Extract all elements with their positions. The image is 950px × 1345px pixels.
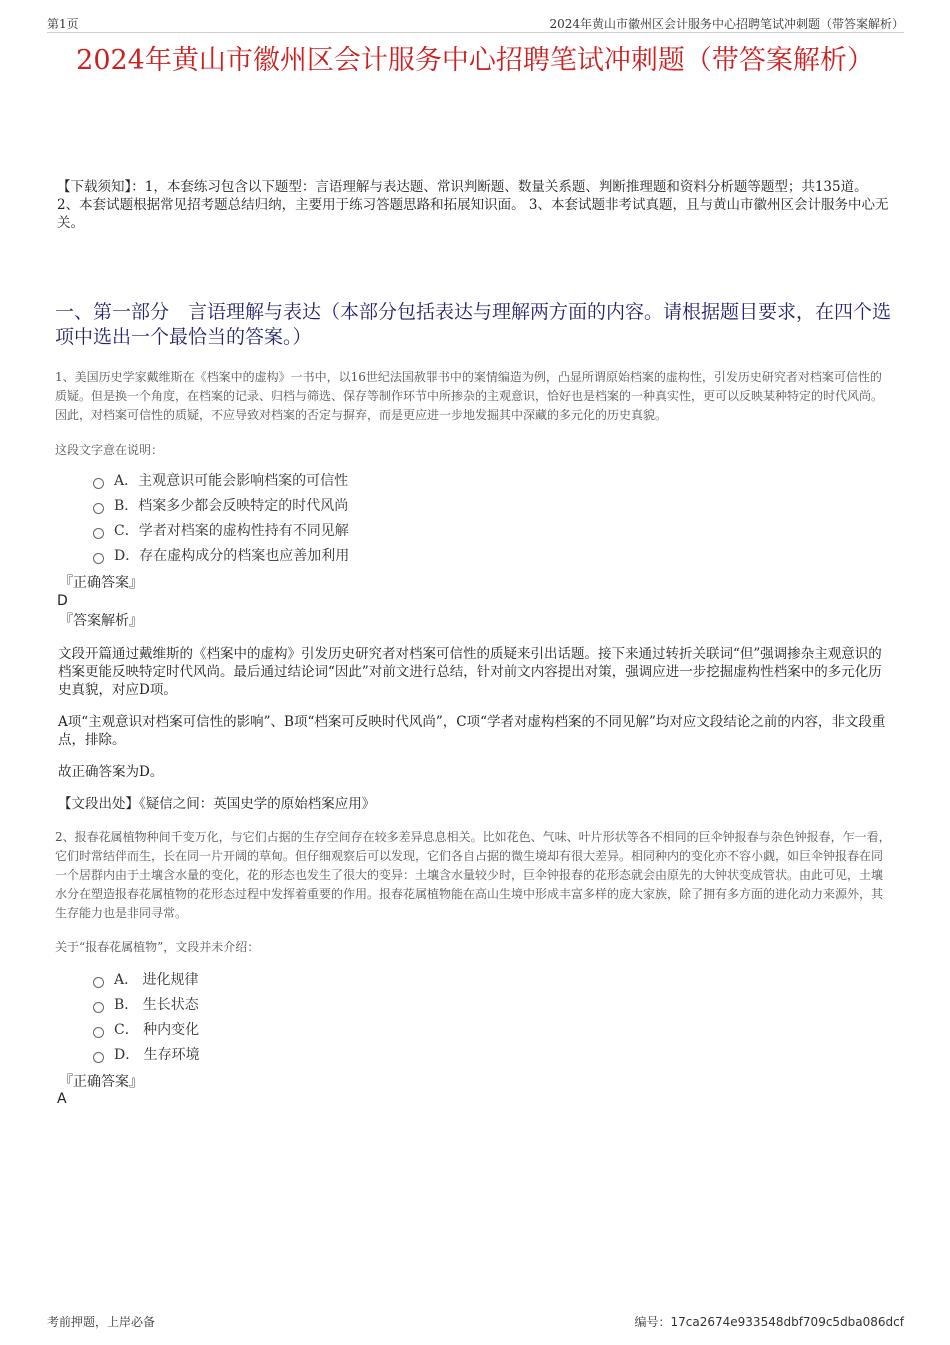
- radio-icon[interactable]: [93, 1027, 104, 1038]
- question-2-options: [93, 968, 200, 1068]
- answer-label: 『正确答案』: [59, 575, 143, 591]
- option-a[interactable]: A．主观意识可能会影响档案的可信性: [93, 469, 349, 494]
- footer-code: 编号：17ca2674e933548dbf709c5dba086dcf: [634, 1315, 904, 1329]
- analysis-label: 『答案解析』: [59, 613, 143, 629]
- option-c[interactable]: C． 种内变化: [93, 1018, 200, 1043]
- question-2-text: 2、报春花属植物种间千变万化，与它们占据的生存空间存在较多差异息息相关。比如花色、气味、叶片形状等各不相同的巨伞钟报春与杂色钟报春，乍一看，它们时常结伴而生，长在同一片开阔的草甸。但仔细观察后可以发现，它们各自占据的微生境却有很大差异。相同种内的变化亦不容小觑，如巨伞钟报春在同一个居群内由于土壤含水量的变化，花的形态也发生了很大的变异：土壤含水量较少时，巨伞钟报春的花形态就会由原先的大钟状变成管状。由此可见，土壤水分在塑造报春花属植物的花形态过程中发挥着重要的作用。报春花属植物能在高山生境中形成丰富多样的庞大家族，除了拥有多方面的进化动力来源外，其生存能力也是非同寻常。: [55, 830, 891, 920]
- source-note: 【文段出处】《疑信之间：英国史学的原始档案应用》: [58, 796, 376, 812]
- radio-icon[interactable]: [93, 503, 104, 514]
- section-heading: 一、第一部分 言语理解与表达（本部分包括表达与理解两方面的内容。请根据题目要求，在四个选项中选出一个最恰当的答案。）: [55, 301, 892, 348]
- option-c[interactable]: C．学者对档案的虚构性持有不同见解: [93, 519, 349, 544]
- analysis-paragraph: 故正确答案为D。: [58, 764, 164, 780]
- radio-icon[interactable]: [93, 553, 104, 564]
- header-doc-title: 2024年黄山市徽州区会计服务中心招聘笔试冲刺题（带答案解析）: [549, 17, 904, 31]
- option-b[interactable]: B．档案多少都会反映特定的时代风尚: [93, 494, 349, 519]
- option-d[interactable]: D．存在虚构成分的档案也应善加利用: [93, 544, 349, 569]
- question-1-options: [93, 469, 349, 569]
- option-b[interactable]: B． 生长状态: [93, 993, 200, 1018]
- question-1-text: 1、美国历史学家戴维斯在《档案中的虚构》一书中，以16世纪法国赦罪书中的案情编造为例，凸显所谓原始档案的虚构性，引发历史研究者对档案可信性的质疑。但是换一个角度，在档案的记录、归档与筛选、保存等制作环节中所掺杂的主观意识，恰好也是档案的一种真实性，更可以反映某种特定的时代风尚。因此，对档案可信性的质疑，不应导致对档案的否定与摒弃，而是更应进一步地发掘其中深藏的多元化的历史真貌。: [55, 370, 884, 422]
- radio-icon[interactable]: [93, 478, 104, 489]
- option-d[interactable]: D． 生存环境: [93, 1043, 200, 1068]
- analysis-paragraph: 文段开篇通过戴维斯的《档案中的虚构》引发历史研究者对档案可信性的质疑来引出话题。接下来通过转折关联词“但”强调掺杂主观意识的档案更能反映特定时代风尚。最后通过结论词“因此”对前文进行总结，针对前文内容提出对策，强调应进一步挖掘虚构性档案中的多元化历史真貌，对应D项。: [58, 646, 882, 698]
- answer-value: D: [57, 593, 68, 609]
- download-notice: 【下载须知】：1，本套练习包含以下题型：言语理解与表达题、常识判断题、数量关系题、判断推理题和资料分析题等题型；共135道。 2、本套试题根据常见招考题总结归纳，主要用于练习答题思路和拓展知识面。 3、本套试题非考试真题，且与黄山市徽州区会计服务中心无关。: [57, 179, 889, 231]
- question-1-prompt: 这段文字意在说明：: [55, 443, 164, 457]
- answer-value: A: [57, 1091, 67, 1107]
- radio-icon[interactable]: [93, 1002, 104, 1013]
- radio-icon[interactable]: [93, 977, 104, 988]
- page-number: 第1页: [47, 17, 79, 31]
- question-2-prompt: 关于“报春花属植物”，文段并未介绍：: [55, 940, 260, 954]
- page-header: [47, 14, 904, 33]
- radio-icon[interactable]: [93, 528, 104, 539]
- option-a[interactable]: A． 进化规律: [93, 968, 200, 993]
- answer-label: 『正确答案』: [59, 1074, 143, 1090]
- analysis-paragraph: A项“主观意识对档案可信性的影响”、B项“档案可反映时代风尚”，C项“学者对虚构档案的不同见解”均对应文段结论之前的内容，非文段重点，排除。: [58, 714, 886, 748]
- footer-slogan: 考前押题，上岸必备: [47, 1315, 156, 1329]
- radio-icon[interactable]: [93, 1052, 104, 1063]
- document-title: 2024年黄山市徽州区会计服务中心招聘笔试冲刺题（带答案解析）: [76, 45, 874, 76]
